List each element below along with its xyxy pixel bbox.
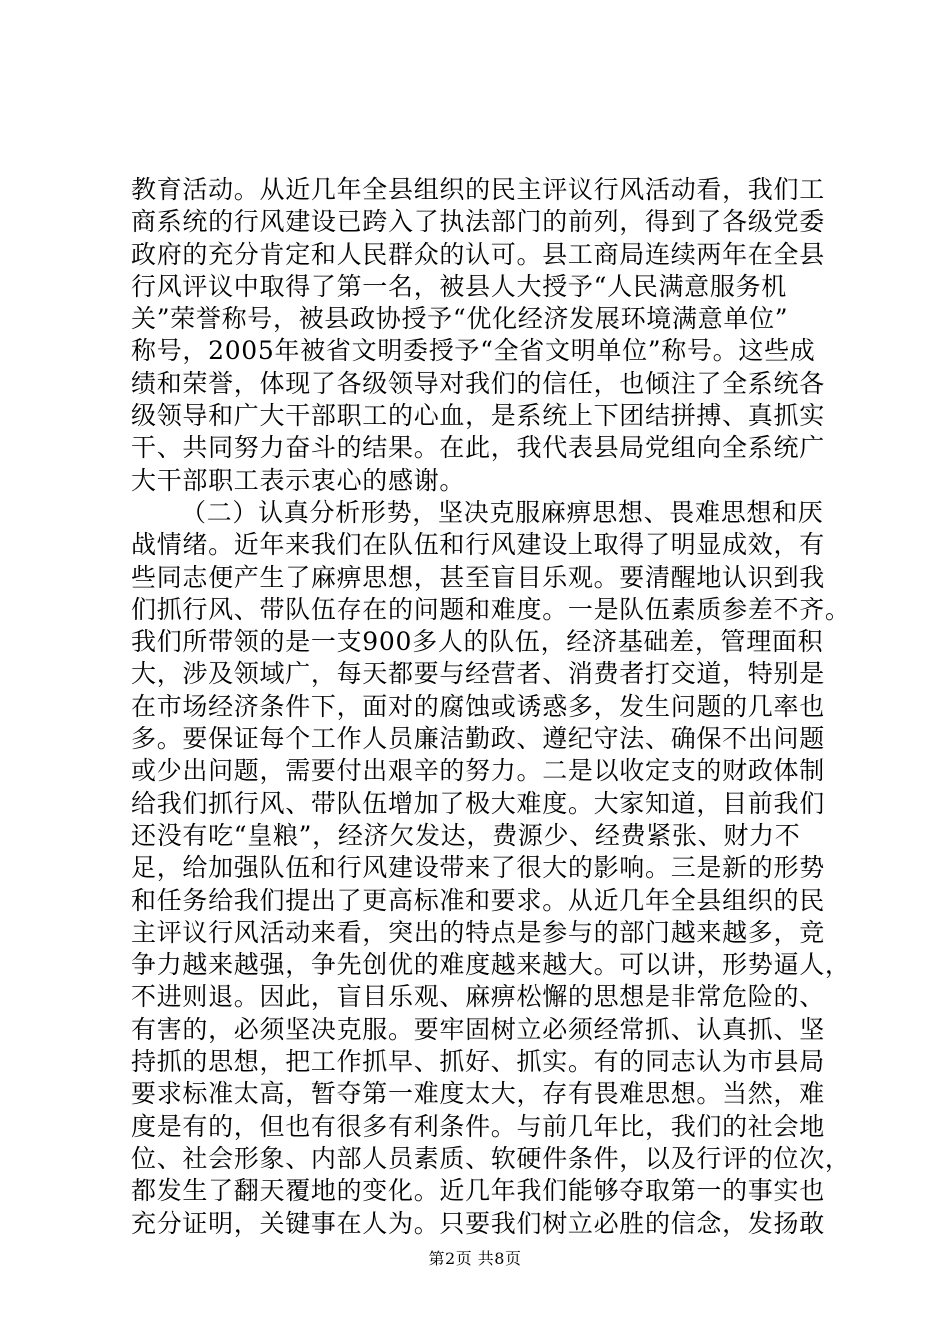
- text-line: 都发生了翻天覆地的变化。近几年我们能够夺取第一的事实也: [131, 1176, 825, 1206]
- text-line: 政府的充分肯定和人民群众的认可。县工商局连续两年在全县: [131, 239, 825, 269]
- text-line: 称号，2005年被省文明委授予“全省文明单位”称号。这些成: [131, 336, 816, 366]
- text-line: 大干部职工表示衷心的感谢。: [131, 465, 466, 495]
- section-heading-line: （二）认真分析形势，坚决克服麻痹思想、畏难思想和厌: [181, 497, 824, 527]
- text-line: 绩和荣誉，体现了各级领导对我们的信任，也倾注了全系统各: [131, 368, 825, 398]
- text-line: 位、社会形象、内部人员素质、软硬件条件，以及行评的位次，: [131, 1143, 851, 1173]
- text-line: 主评议行风活动来看，突出的特点是参与的部门越来越多，竞: [131, 917, 825, 947]
- page-number-footer: 第2页 共8页: [428, 1249, 522, 1268]
- text-line: 级领导和广大干部职工的心血，是系统上下团结拼搏、真抓实: [131, 401, 825, 431]
- text-line: 或少出问题，需要付出艰辛的努力。二是以收定支的财政体制: [131, 756, 825, 786]
- body-text: [131, 174, 851, 1240]
- text-line: 教育活动。从近几年全县组织的民主评议行风活动看，我们工: [131, 175, 825, 204]
- text-line: 大，涉及领域广，每天都要与经营者、消费者打交道，特别是: [131, 659, 825, 689]
- text-line: 争力越来越强，争先创优的难度越来越大。可以讲，形势逼人，: [131, 950, 851, 980]
- text-line: 战情绪。近年来我们在队伍和行风建设上取得了明显成效，有: [131, 530, 825, 560]
- text-line: 有害的，必须坚决克服。要牢固树立必须经常抓、认真抓、坚: [131, 1014, 825, 1044]
- text-line: 度是有的，但也有很多有利条件。与前几年比，我们的社会地: [131, 1111, 825, 1141]
- text-line: 还没有吃“皇粮”，经济欠发达，费源少、经费紧张、财力不: [131, 820, 801, 850]
- text-line: 和任务给我们提出了更高标准和要求。从近几年全县组织的民: [131, 885, 825, 915]
- text-line: 些同志便产生了麻痹思想，甚至盲目乐观。要清醒地认识到我: [131, 562, 825, 592]
- text-line: 在市场经济条件下，面对的腐蚀或诱惑多，发生问题的几率也: [131, 691, 825, 721]
- text-line: 足，给加强队伍和行风建设带来了很大的影响。三是新的形势: [131, 853, 825, 883]
- text-line: 要求标准太高，暂夺第一难度太大，存有畏难思想。当然，难: [131, 1079, 825, 1109]
- text-line: 充分证明，关键事在人为。只要我们树立必胜的信念，发扬敢: [131, 1208, 825, 1238]
- text-line: 不进则退。因此，盲目乐观、麻痹松懈的思想是非常危险的、: [131, 982, 825, 1012]
- text-line: 行风评议中取得了第一名，被县人大授予“人民满意服务机: [131, 271, 787, 301]
- text-line: 多。要保证每个工作人员廉洁勤政、遵纪守法、确保不出问题: [131, 724, 825, 754]
- text-line: 商系统的行风建设已跨入了执法部门的前列，得到了各级党委: [131, 207, 825, 237]
- text-line: 们抓行风、带队伍存在的问题和难度。一是队伍素质参差不齐。: [131, 594, 851, 624]
- text-line: 干、共同努力奋斗的结果。在此，我代表县局党组向全系统广: [131, 433, 825, 463]
- text-line: 持抓的思想，把工作抓早、抓好、抓实。有的同志认为市县局: [131, 1047, 825, 1077]
- text-line: 关”荣誉称号，被县政协授予“优化经济发展环境满意单位”: [131, 304, 789, 334]
- text-line: 给我们抓行风、带队伍增加了极大难度。大家知道，目前我们: [131, 788, 825, 818]
- text-line: 我们所带领的是一支900多人的队伍，经济基础差，管理面积: [131, 627, 824, 657]
